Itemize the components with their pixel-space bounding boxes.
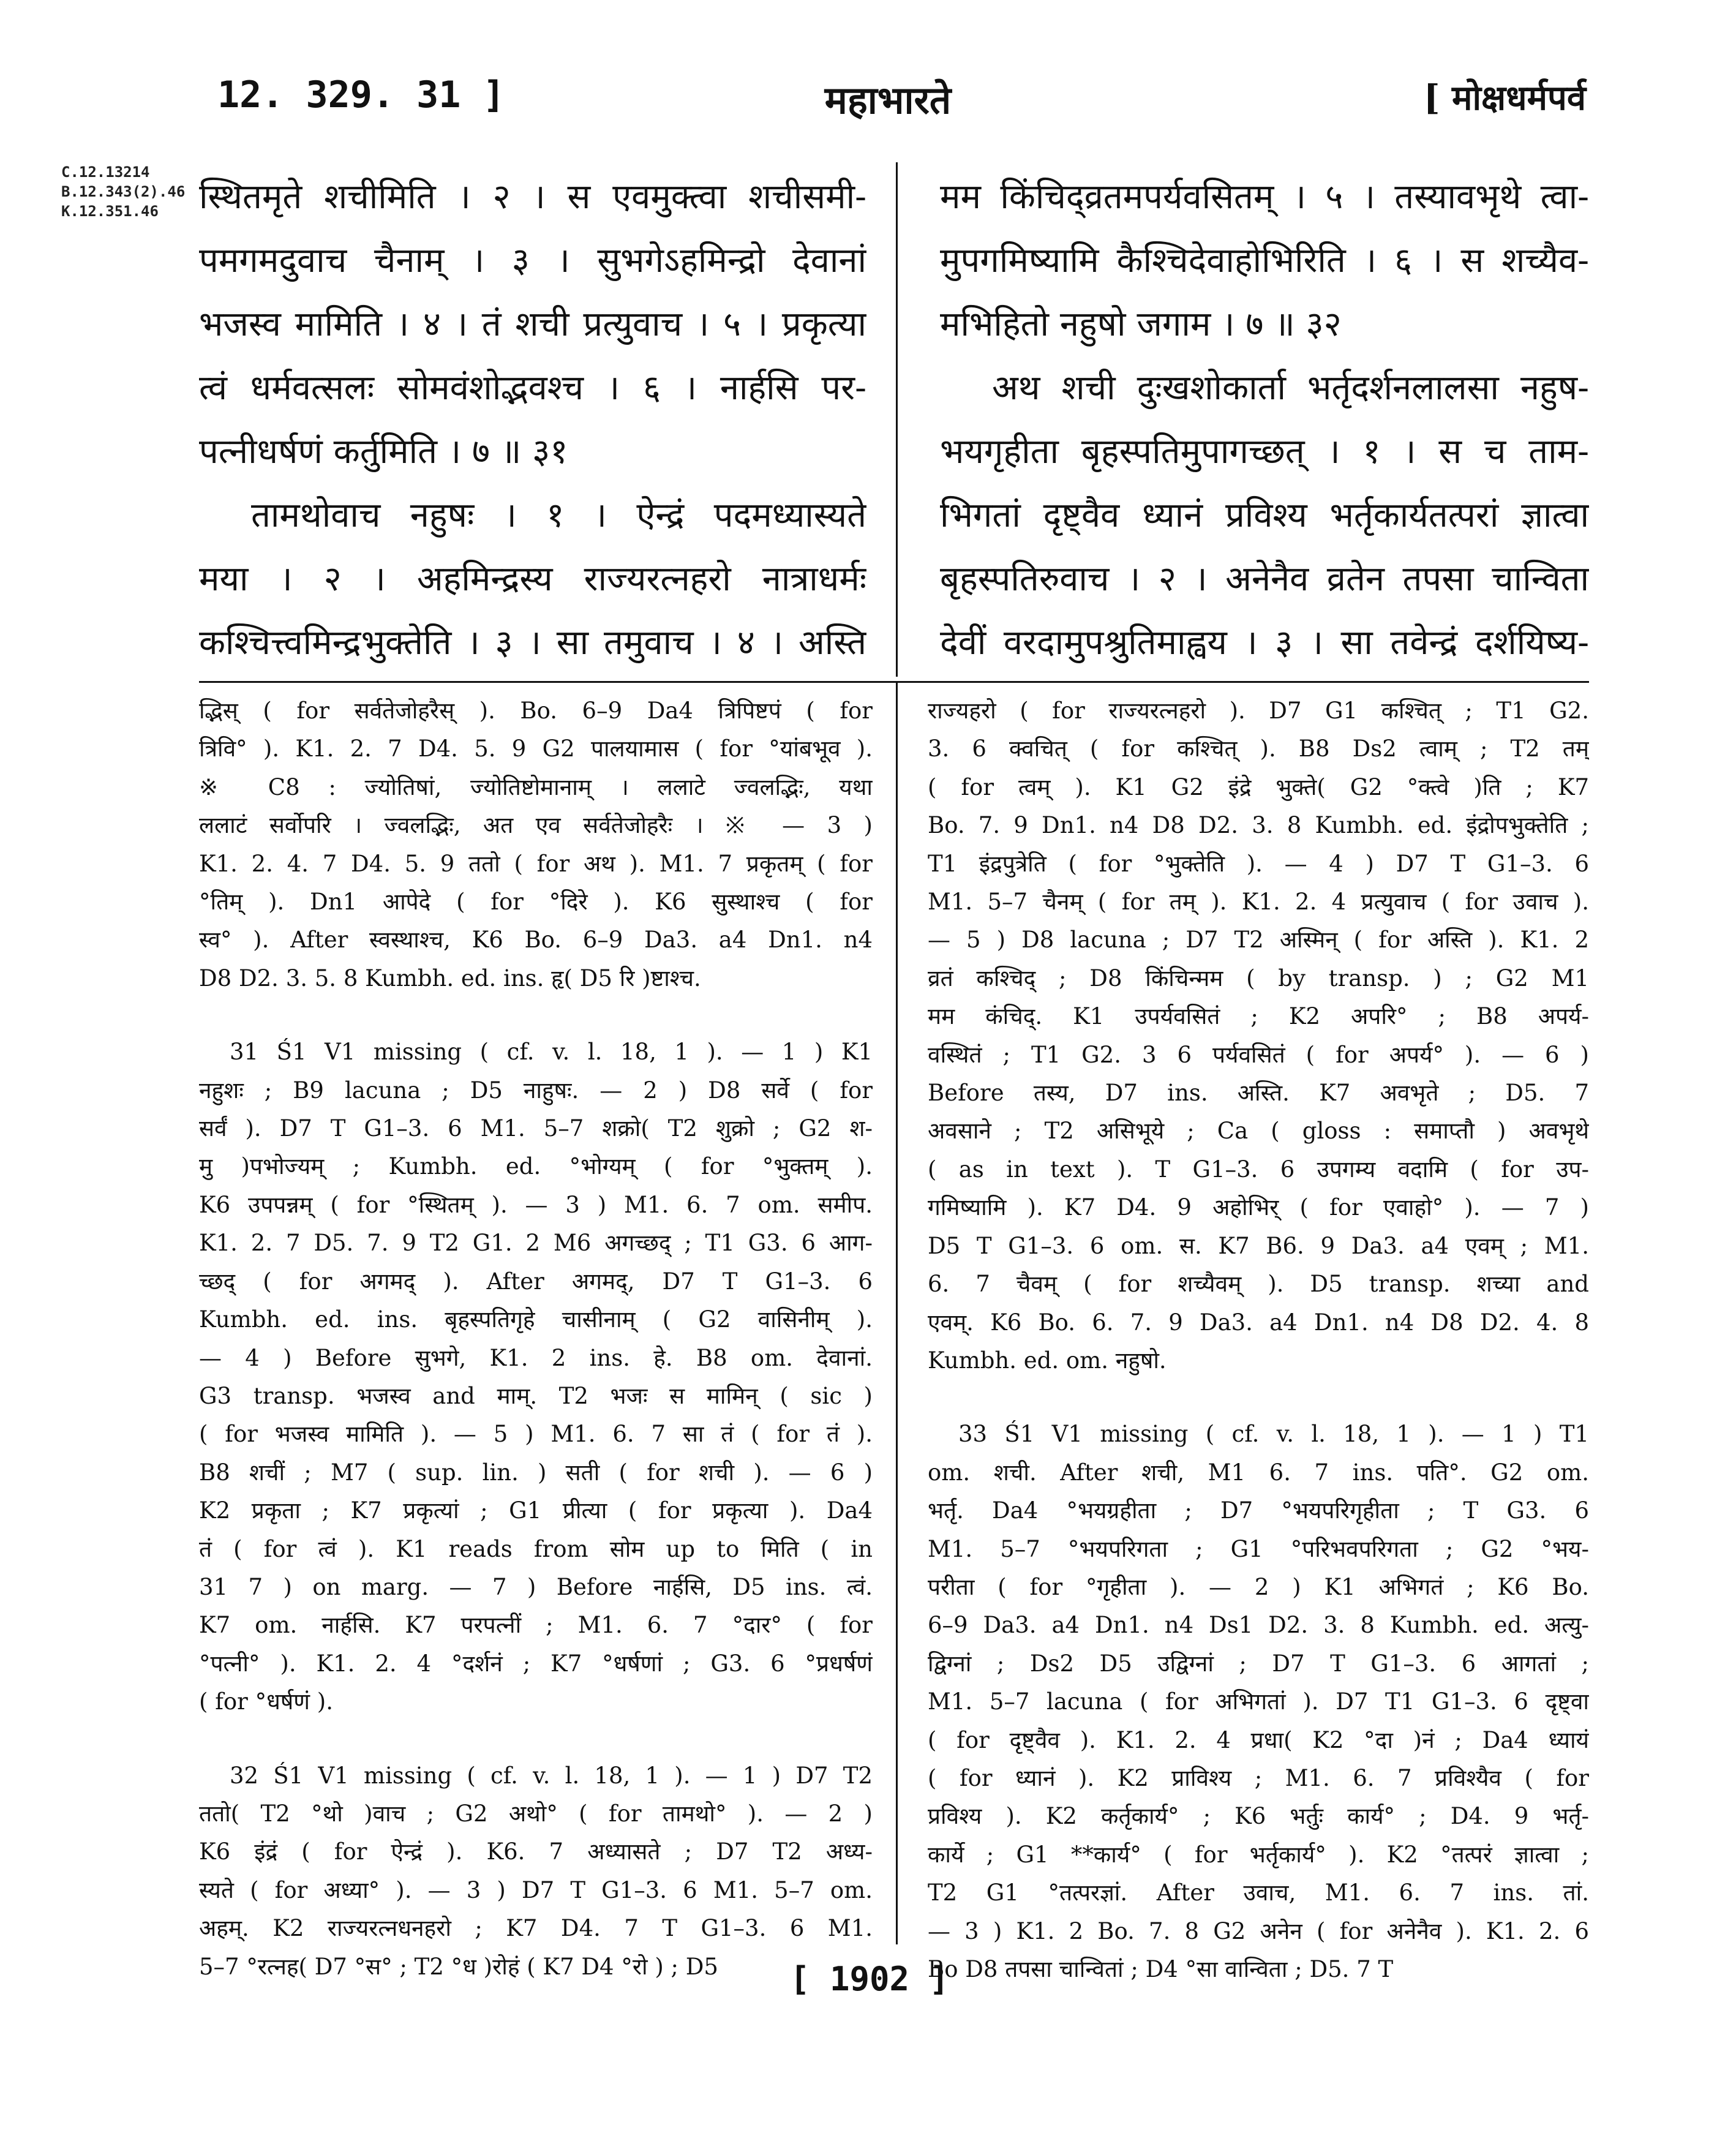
verse-line: मम किंचिद्व्रतमपर्यवसितम् । ५ । तस्यावभृथे त्वा- — [940, 177, 1589, 217]
verse-line: देवीं वरदामुपश्रुतिमाह्वय । ३ । सा तवेन्द्रं दर्शयिष्य- — [940, 623, 1589, 663]
verse-line: तामथोवाच नहुषः । १ । ऐन्द्रं पदमध्यास्यते — [251, 495, 866, 535]
concordance-line: K.12.351.46 — [61, 203, 159, 220]
apparatus-line: K7 om. नार्हसि. K7 परपत्नीं ; M1. 6. 7 °दार° ( for — [199, 1612, 873, 1639]
apparatus-line: राज्यहरो ( for राज्यरत्नहरो ). D7 G1 कश्चित् ; T1 G2. — [928, 698, 1589, 724]
apparatus-line: ( as in text ). T G1–3. 6 उपगम्य वदामि ( for उप- — [928, 1156, 1589, 1183]
apparatus-line: 33 Ś1 V1 missing ( cf. v. l. 18, 1 ). — 1 ) T1 — [958, 1421, 1589, 1448]
apparatus-line: ललाटं सर्वोपरि । ज्वलद्भिः, अत एव सर्वतेजोहरैः । ※ — 3 ) — [199, 812, 873, 839]
apparatus-line: K1. 2. 7 D5. 7. 9 T2 G1. 2 M6 अगच्छद् ; T1 G3. 6 आग- — [199, 1230, 873, 1257]
verse-line: मया । २ । अहमिन्द्रस्य राज्यरत्नहरो नात्राधर्मः — [199, 559, 866, 599]
apparatus-line: 6–9 Da3. a4 Dn1. n4 Ds1 D2. 3. 8 Kumbh. ed. अत्यु- — [928, 1612, 1589, 1639]
apparatus-line: अवसाने ; T2 असिभूये ; Ca ( gloss : समाप्तौ ) अवभृथे — [928, 1118, 1589, 1145]
critical-apparatus-left-column — [199, 692, 873, 1986]
apparatus-line: M1. 5–7 °भयपरिगता ; G1 °परिभवपरिगता ; G2 °भय- — [928, 1535, 1589, 1562]
verse-line: स्थितमृते शचीमिति । २ । स एवमुक्त्वा शचीसमी- — [199, 177, 866, 217]
apparatus-line: कार्ये ; G1 **कार्य° ( for भर्तृकार्य° ). K2 °तत्परं ज्ञात्वा ; — [928, 1841, 1589, 1868]
apparatus-line: °तिम् ). Dn1 आपेदे ( for °दिरे ). K6 सुस्थाश्च ( for — [199, 889, 873, 916]
apparatus-line: द्भिस् ( for सर्वतेजोहरैस् ). Bo. 6–9 Da4 त्रिपिष्टपं ( for — [199, 698, 873, 724]
verse-line: अथ शची दुःखशोकार्ता भर्तृदर्शनलालसा नहुष- — [992, 368, 1589, 408]
apparatus-line: T1 इंद्रपुत्रेति ( for °भुक्तेति ). — 4 ) D7 T G1–3. 6 — [928, 850, 1589, 877]
main-text-right-column — [940, 165, 1589, 675]
apparatus-line: T2 G1 °तत्परज्ञां. After उवाच, M1. 6. 7 ins. तां. — [928, 1879, 1589, 1906]
apparatus-line: 31 Ś1 V1 missing ( cf. v. l. 18, 1 ). — 1 ) K1 — [230, 1039, 873, 1066]
apparatus-line: परीता ( for °गृहीता ). — 2 ) K1 अभिगतं ; K6 Bo. — [928, 1573, 1589, 1600]
verse-line: मुपगमिष्यामि कैश्चिदेवाहोभिरिति । ६ । स शच्यैव- — [940, 241, 1589, 280]
apparatus-line: — 4 ) Before सुभगे, K1. 2 ins. हे. B8 om. देवानां. — [199, 1344, 873, 1371]
apparatus-line: प्रविश्य ). K2 कर्तृकार्य° ; K6 भर्तुः कार्य° ; D4. 9 भर्तृ- — [928, 1803, 1589, 1830]
critical-apparatus-right-column — [928, 692, 1589, 1989]
apparatus-line: तं ( for त्वं ). K1 reads from सोम up to मिति ( in — [199, 1535, 873, 1562]
apparatus-separator-rule — [199, 681, 1589, 683]
apparatus-line: ( for दृष्ट्वैव ). K1. 2. 4 प्रधा( K2 °दा )नं ; Da4 ध्यायं — [928, 1726, 1589, 1753]
apparatus-line: व्रतं कश्चिद् ; D8 किंचिन्मम ( by transp. ) ; G2 M1 — [928, 965, 1589, 991]
verse-line: भयगृहीता बृहस्पतिमुपागच्छत् । १ । स च ताम- — [940, 432, 1589, 472]
apparatus-line: om. शची. After शची, M1 6. 7 ins. पति°. G2 om. — [928, 1459, 1589, 1486]
apparatus-line: सर्वं ). D7 T G1–3. 6 M1. 5–7 शक्रो( T2 शुक्रो ; G2 श- — [199, 1115, 873, 1142]
apparatus-line: भर्तृ. Da4 °भयग्रहीता ; D7 °भयपरिगृहीता ; T G3. 6 — [928, 1497, 1589, 1524]
verse-line: पमगमदुवाच चैनाम् । ३ । सुभगेऽहमिन्द्रो देवानां — [199, 241, 866, 280]
apparatus-line: वस्थितं ; T1 G2. 3 6 पर्यवसितं ( for अपर्य° ). — 6 ) — [928, 1041, 1589, 1068]
apparatus-line: M1. 5–7 lacuna ( for अभिगतां ). D7 T1 G1–3. 6 दृष्ट्वा — [928, 1688, 1589, 1715]
apparatus-line: Kumbh. ed. om. नहुषो. — [928, 1347, 1167, 1374]
verse-line: मभिहितो नहुषो जगाम । ७ ॥ ३२ — [940, 304, 1342, 344]
apparatus-line: स्व° ). After स्वस्थाश्च, K6 Bo. 6–9 Da3. a4 Dn1. n4 — [199, 927, 873, 954]
apparatus-line: Kumbh. ed. ins. बृहस्पतिगृहे चासीनाम् ( G2 वासिनीम् ). — [199, 1306, 873, 1333]
paragraph-gap — [199, 1721, 873, 1757]
verse-line: त्वं धर्मवत्सलः सोमवंशोद्भवश्च । ६ । नार्हसि पर- — [199, 368, 866, 408]
apparatus-line: M1. 5–7 चैनम् ( for तम् ). K1. 2. 4 प्रत्युवाच ( for उवाच ). — [928, 889, 1589, 916]
apparatus-line: द्विग्नां ; Ds2 D5 उद्विग्नां ; D7 T G1–3. 6 आगतां ; — [928, 1650, 1589, 1677]
apparatus-line: ( for त्वम् ). K1 G2 इंद्रे भुक्ते( G2 °क्त्वे )ति ; K7 — [928, 773, 1589, 800]
apparatus-line: एवम्. K6 Bo. 6. 7. 9 Da3. a4 Dn1. n4 D8 D2. 4. 8 — [928, 1309, 1589, 1336]
apparatus-line: मम कंचिद्. K1 उपर्यवसितं ; K2 अपरि° ; B8 अपर्य- — [928, 1003, 1589, 1030]
verse-line: भिगतां दृष्ट्वैव ध्यानं प्रविश्य भर्तृकार्यतत्परां ज्ञात्वा — [940, 495, 1589, 535]
apparatus-line: च्छद् ( for अगमद् ). After अगमद्, D7 T G1–3. 6 — [199, 1268, 873, 1295]
apparatus-column-divider — [896, 683, 898, 1944]
running-title: महाभारते — [824, 78, 952, 122]
apparatus-line: 31 7 ) on marg. — 7 ) Before नार्हसि, D5 ins. त्वं. — [199, 1573, 873, 1600]
verse-line: बृहस्पतिरुवाच । २ । अनेनैव व्रतेन तपसा चान्विता — [940, 559, 1589, 599]
apparatus-line: °पत्नी° ). K1. 2. 4 °दर्शनं ; K7 °धर्षणां ; G3. 6 °प्रधर्षणं — [199, 1650, 873, 1677]
apparatus-line: नहुशः ; B9 lacuna ; D5 नाहुषः. — 2 ) D8 सर्वे ( for — [199, 1077, 873, 1104]
page-reference: 12. 329. 31 ] — [217, 73, 505, 116]
section-title: [ मोक्षधर्मपर्व — [1423, 78, 1586, 118]
verse-line: कश्चित्त्वमिन्द्रभुक्तेति । ३ । सा तमुवाच । ४ । अस्ति — [199, 623, 866, 663]
apparatus-line: Bo D8 तपसा चान्वितां ; D4 °सा वान्विता ; D5. 7 T — [928, 1956, 1394, 1982]
concordance-line: B.12.343(2).46 — [61, 183, 186, 200]
concordance-line: C.12.13214 — [61, 164, 150, 181]
apparatus-line: 6. 7 चैवम् ( for शच्यैवम् ). D5 transp. शच्या and — [928, 1271, 1589, 1298]
page-number: [ 1902 ] — [789, 1960, 950, 1998]
apparatus-line: 5–7 °रत्नह( D7 °स° ; T2 °ध )रोहं ( K7 D4 °रो ) ; D5 — [199, 1953, 718, 1980]
apparatus-line: ( for °धर्षणं ). — [199, 1688, 333, 1715]
apparatus-line: गमिष्यामि ). K7 D4. 9 अहोभिर् ( for एवाहो° ). — 7 ) — [928, 1194, 1589, 1221]
apparatus-line: त्रिवि° ). K1. 2. 7 D4. 5. 9 G2 पालयामास ( for °यांबभूव ). — [199, 736, 873, 762]
apparatus-line: 32 Ś1 V1 missing ( cf. v. l. 18, 1 ). — 1 ) D7 T2 — [230, 1762, 873, 1789]
apparatus-line: Before तस्य, D7 ins. अस्ति. K7 अवभृते ; D5. 7 — [928, 1080, 1589, 1107]
apparatus-line: अहम्. K2 राज्यरत्नधनहरो ; K7 D4. 7 T G1–3. 6 M1. — [199, 1915, 873, 1942]
verse-line: पत्नीधर्षणं कर्तुमिति । ७ ॥ ३१ — [199, 432, 568, 472]
apparatus-line: ※ C8 : ज्योतिषां, ज्योतिष्टोमानाम् । ललाटे ज्वलद्भिः, यथा — [199, 773, 873, 800]
apparatus-line: ततो( T2 °थो )वाच ; G2 अथो° ( for तामथो° ). — 2 ) — [199, 1800, 873, 1827]
apparatus-line: K6 इंद्रं ( for ऐन्द्रं ). K6. 7 अध्यासते ; D7 T2 अध्य- — [199, 1838, 873, 1865]
apparatus-line: स्यते ( for अध्या° ). — 3 ) D7 T G1–3. 6 M1. 5–7 om. — [199, 1876, 873, 1903]
concordance-references — [61, 162, 208, 221]
apparatus-line: K1. 2. 4. 7 D4. 5. 9 ततो ( for अथ ). M1. 7 प्रकृतम् ( for — [199, 850, 873, 877]
paragraph-gap — [928, 1380, 1589, 1415]
apparatus-line: मु )पभोज्यम् ; Kumbh. ed. °भोग्यम् ( for °भुक्तम् ). — [199, 1153, 873, 1180]
apparatus-line: G3 transp. भजस्व and माम्. T2 भजः स मामिन् ( sic ) — [199, 1382, 873, 1409]
apparatus-line: Bo. 7. 9 Dn1. n4 D8 D2. 3. 8 Kumbh. ed. इंद्रोपभुक्तेति ; — [928, 812, 1589, 839]
apparatus-line: 3. 6 क्वचित् ( for कश्चित् ). B8 Ds2 त्वाम् ; T2 तम् — [928, 736, 1589, 762]
paragraph-gap — [199, 998, 873, 1033]
apparatus-line: ( for भजस्व मामिति ). — 5 ) M1. 6. 7 सा तं ( for तं ). — [199, 1421, 873, 1448]
main-text-left-column — [199, 165, 866, 675]
column-divider — [896, 162, 898, 677]
apparatus-line: — 5 ) D8 lacuna ; D7 T2 अस्मिन् ( for अस्ति ). K1. 2 — [928, 927, 1589, 954]
apparatus-line: D5 T G1–3. 6 om. स. K7 B6. 9 Da3. a4 एवम् ; M1. — [928, 1232, 1589, 1259]
verse-line: भजस्व मामिति । ४ । तं शची प्रत्युवाच । ५ । प्रकृत्या — [199, 304, 866, 344]
apparatus-line: — 3 ) K1. 2 Bo. 7. 8 G2 अनेन ( for अनेनैव ). K1. 2. 6 — [928, 1917, 1589, 1944]
apparatus-line: K6 उपपन्नम् ( for °स्थितम् ). — 3 ) M1. 6. 7 om. समीप. — [199, 1191, 873, 1218]
apparatus-line: ( for ध्यानं ). K2 प्राविश्य ; M1. 6. 7 प्रविश्यैव ( for — [928, 1764, 1589, 1791]
apparatus-line: K2 प्रकृता ; K7 प्रकृत्यां ; G1 प्रीत्या ( for प्रकृत्या ). Da4 — [199, 1497, 873, 1524]
apparatus-line: D8 D2. 3. 5. 8 Kumbh. ed. ins. हृ( D5 रि )ष्टाश्च. — [199, 965, 701, 991]
apparatus-line: B8 शचीं ; M7 ( sup. lin. ) सती ( for शची ). — 6 ) — [199, 1459, 873, 1486]
